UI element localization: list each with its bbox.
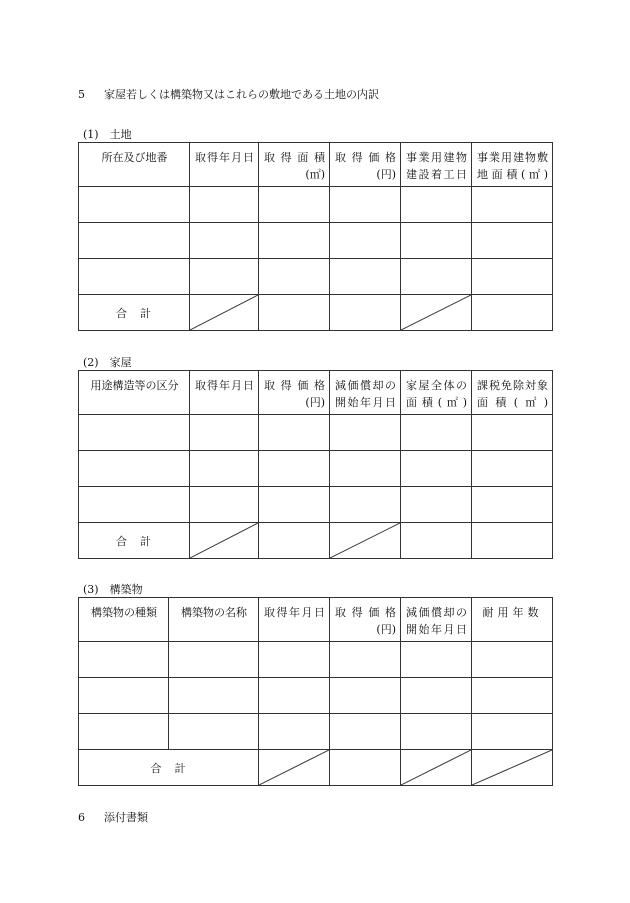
land-header-construction-start: 事業用建物建設着工日: [401, 143, 472, 187]
land-header-site-area: 事業用建物敷地面積(㎡): [472, 143, 553, 187]
house-cell[interactable]: [472, 487, 553, 523]
land-total-date-void: [190, 295, 259, 331]
diagonal-line: [401, 750, 471, 785]
structure-cell[interactable]: [259, 642, 330, 678]
structure-header-acquisition-price: 取得価格 (円): [330, 598, 401, 642]
land-cell[interactable]: [472, 223, 553, 259]
land-total-site-area[interactable]: [472, 295, 553, 331]
house-header-acquisition-price: 取得価格 (円): [259, 371, 330, 415]
house-cell[interactable]: [259, 451, 330, 487]
structure-total-date-void: [259, 750, 330, 786]
structure-header-acquisition-date: 取得年月日: [259, 598, 330, 642]
house-cell[interactable]: [401, 415, 472, 451]
house-header-acquisition-date: 取得年月日: [190, 371, 259, 415]
structure-cell[interactable]: [169, 678, 259, 714]
structure-cell[interactable]: [169, 714, 259, 750]
house-cell[interactable]: [190, 487, 259, 523]
structure-table: [78, 597, 553, 786]
diagonal-line: [330, 523, 400, 558]
land-total-price[interactable]: [330, 295, 401, 331]
land-cell[interactable]: [401, 259, 472, 295]
land-total-row: [79, 295, 553, 331]
diagonal-line: [190, 295, 258, 330]
house-total-depreciation-void: [330, 523, 401, 559]
structure-header-type: 構築物の種類: [79, 598, 169, 642]
land-total-label: 合 計: [79, 295, 190, 331]
diagonal-line: [190, 523, 258, 558]
structure-cell[interactable]: [259, 678, 330, 714]
house-cell[interactable]: [401, 451, 472, 487]
house-total-area[interactable]: [401, 523, 472, 559]
land-header-location: 所在及び地番: [79, 143, 190, 187]
structure-total-life-void: [472, 750, 553, 786]
structure-cell[interactable]: [79, 642, 169, 678]
structure-header-useful-life: 耐用年数: [472, 598, 553, 642]
house-cell[interactable]: [190, 451, 259, 487]
land-header-acquisition-date: 取得年月日: [190, 143, 259, 187]
structure-cell[interactable]: [472, 714, 553, 750]
section-5-heading: [78, 86, 379, 102]
table-row: [79, 259, 553, 295]
house-cell[interactable]: [79, 487, 190, 523]
structure-heading: (3) 構築物: [83, 583, 143, 596]
land-header-acquisition-price: 取得価格 (円): [330, 143, 401, 187]
diagonal-line: [259, 750, 329, 785]
diagonal-line: [401, 295, 471, 330]
land-total-construction-void: [401, 295, 472, 331]
structure-cell[interactable]: [401, 642, 472, 678]
land-cell[interactable]: [79, 259, 190, 295]
table-row: [79, 714, 553, 750]
land-cell[interactable]: [472, 259, 553, 295]
land-cell[interactable]: [190, 259, 259, 295]
house-cell[interactable]: [330, 415, 401, 451]
land-cell[interactable]: [472, 187, 553, 223]
structure-cell[interactable]: [472, 642, 553, 678]
house-cell[interactable]: [330, 451, 401, 487]
structure-cell[interactable]: [330, 678, 401, 714]
structure-cell[interactable]: [401, 678, 472, 714]
structure-total-label: 合 計: [79, 750, 259, 786]
land-cell[interactable]: [401, 187, 472, 223]
structure-cell[interactable]: [79, 714, 169, 750]
house-cell[interactable]: [330, 487, 401, 523]
house-header-depreciation-start: 減価償却の開始年月日: [330, 371, 401, 415]
house-total-row: [79, 523, 553, 559]
land-header-acquired-area: 取得面積 (㎡): [259, 143, 330, 187]
section-6-title: 添付書類: [104, 811, 148, 824]
land-cell[interactable]: [79, 223, 190, 259]
structure-total-depreciation-void: [401, 750, 472, 786]
house-header-total-area: 家屋全体の面積(㎡): [401, 371, 472, 415]
land-cell[interactable]: [259, 259, 330, 295]
structure-cell[interactable]: [169, 642, 259, 678]
house-total-label: 合 計: [79, 523, 190, 559]
section-5-title: 家屋若しくは構築物又はこれらの敷地である土地の内訳: [104, 88, 379, 101]
land-total-area[interactable]: [259, 295, 330, 331]
house-cell[interactable]: [259, 487, 330, 523]
house-header-use-structure: 用途構造等の区分: [79, 371, 190, 415]
house-heading: (2) 家屋: [83, 356, 132, 369]
structure-cell[interactable]: [472, 678, 553, 714]
house-cell[interactable]: [79, 451, 190, 487]
diagonal-line: [472, 750, 552, 785]
structure-header-depreciation-start: 減価償却の開始年月日: [401, 598, 472, 642]
land-heading: (1) 土地: [83, 128, 132, 141]
table-row: [79, 487, 553, 523]
land-cell[interactable]: [401, 223, 472, 259]
structure-cell[interactable]: [330, 642, 401, 678]
land-cell[interactable]: [79, 187, 190, 223]
land-cell[interactable]: [259, 223, 330, 259]
house-total-date-void: [190, 523, 259, 559]
land-cell[interactable]: [190, 187, 259, 223]
structure-header-name: 構築物の名称: [169, 598, 259, 642]
section-5-number: 5: [78, 88, 85, 101]
land-table: [78, 142, 553, 331]
structure-total-row: [79, 750, 553, 786]
structure-total-price[interactable]: [330, 750, 401, 786]
house-cell[interactable]: [79, 415, 190, 451]
table-row: [79, 415, 553, 451]
land-cell[interactable]: [259, 187, 330, 223]
table-row: [79, 642, 553, 678]
land-cell[interactable]: [190, 223, 259, 259]
table-row: [79, 187, 553, 223]
structure-cell[interactable]: [79, 678, 169, 714]
section-6-number: 6: [78, 811, 85, 824]
structure-cell[interactable]: [401, 714, 472, 750]
table-row: [79, 678, 553, 714]
land-cell[interactable]: [330, 187, 401, 223]
structure-cell[interactable]: [330, 714, 401, 750]
house-cell[interactable]: [259, 415, 330, 451]
house-cell[interactable]: [190, 415, 259, 451]
table-row: [79, 223, 553, 259]
land-cell[interactable]: [330, 259, 401, 295]
structure-cell[interactable]: [259, 714, 330, 750]
house-table: [78, 370, 553, 559]
table-row: [79, 451, 553, 487]
land-cell[interactable]: [330, 223, 401, 259]
section-6-heading: [78, 809, 148, 825]
house-header-exempt-area: 課税免除対象面積(㎡): [472, 371, 553, 415]
house-total-exempt-area[interactable]: [472, 523, 553, 559]
house-cell[interactable]: [472, 415, 553, 451]
house-total-price[interactable]: [259, 523, 330, 559]
house-cell[interactable]: [401, 487, 472, 523]
house-cell[interactable]: [472, 451, 553, 487]
